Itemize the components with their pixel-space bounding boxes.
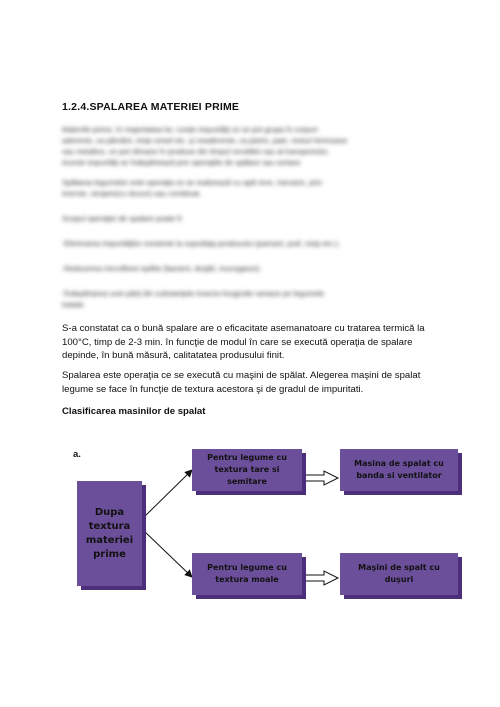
paragraph-masini-spalat: Spalarea este operaţia ce se execută cu maşini de spălat. Alegerea maşini de spalat legume se face în funcţie de textura acestora şi de gradul de impuritati.	[62, 370, 421, 395]
blurred-line: sau metalice, ce pot rămane în produse din timpul recoltării sau al transportului.	[62, 147, 330, 156]
blurred-line: Aceste impurităţi se îndepărtează prin operaţiile de spălare sau sortare.	[62, 158, 303, 167]
blurred-line: Spălarea legumelor este operaţia ce se realizează cu apă rece, mecanic, prin	[62, 178, 323, 187]
leaf-top-label: Masina de spalat cu banda si ventilator	[354, 459, 444, 480]
blurred-line: -Reducerea microflorei epifite (bacterii, drojdii, mucegaiuri);	[62, 264, 261, 273]
classification-subheading: Clasificarea masinilor de spalat	[62, 406, 206, 417]
leaf-bottom-box	[340, 553, 458, 595]
blurred-line: tratate.	[62, 300, 86, 309]
blurred-line: -Îndepărtarea unei părţi din substanţele insecto-fungicide ramase pe legumele	[62, 289, 325, 298]
blurred-line: -Eliminarea impurităţilor existente la suprafaţa produsului (pamant, praf, nisip etc.);	[62, 239, 340, 248]
branch-bottom-label: Pentru legume cu textura moale	[207, 563, 287, 584]
leaf-top-box	[340, 449, 458, 491]
blurred-line: Scopul operaţiei de spalare poate fi:	[62, 214, 184, 223]
section-heading: 1.2.4.SPALAREA MATERIEI PRIME	[62, 101, 240, 113]
diagram-marker: a.	[73, 449, 81, 460]
blurred-line: aderente, ca pământ, nisip umed etc. şi neaderente, ca pietre, paie, resturi lemnoase	[62, 136, 348, 145]
root-box-label: Dupa textura materiei prime	[85, 506, 134, 560]
branch-bottom-box	[192, 553, 302, 595]
paragraph-spalare-eficacitate: S-a constatat ca o bună spalare are o eficacitate asemanatoare cu tratarea termică la 100°C, timp de 2-3 min. în funcţie de modul în care se execută operaţia de spalare depinde, în bună măsură, calitatatea produsului finit.	[62, 323, 425, 361]
arrow-root-to-bottom	[143, 530, 192, 577]
leaf-bottom-label: Maşini de spalt cu duşuri	[358, 563, 440, 584]
block-arrow-bottom	[304, 571, 338, 585]
root-box	[77, 481, 142, 586]
blurred-line: imersie, stropire(cu dusuri) sau combinat.	[62, 189, 202, 198]
arrow-root-to-top	[143, 470, 192, 518]
branch-top-label: Pentru legume cu textura tare si semitare	[207, 453, 287, 486]
block-arrow-top	[304, 471, 338, 485]
blurred-line: Materiile prime, în majoritatea lor, conţin impurităţi ce se pot grupa în corpuri	[62, 125, 318, 134]
branch-top-box	[192, 449, 302, 491]
